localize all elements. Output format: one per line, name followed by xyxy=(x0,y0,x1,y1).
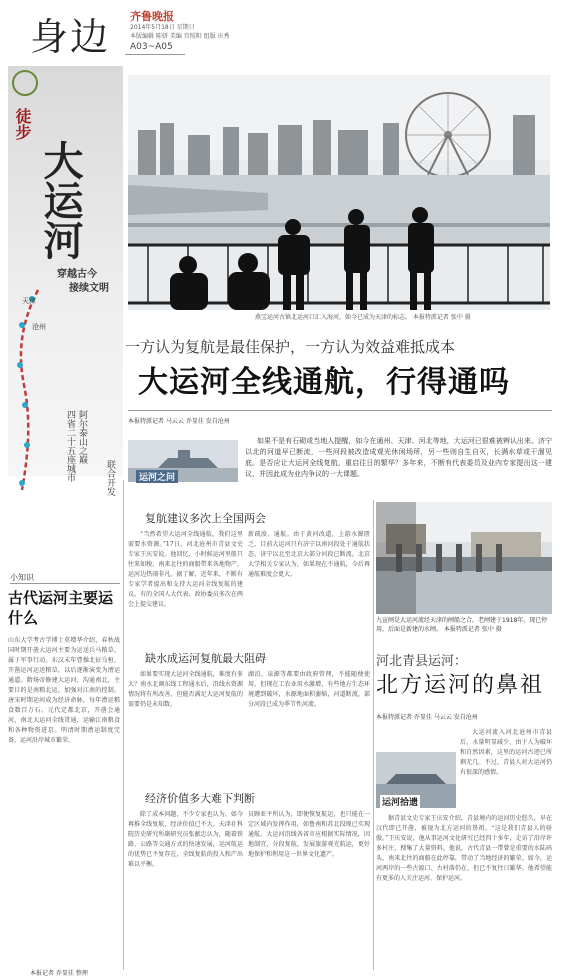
series-logo-icon xyxy=(12,70,38,96)
series-subtitle-line-1: 穿越古今 xyxy=(57,269,97,280)
column-divider xyxy=(123,480,124,970)
article-intro: 如果不是有石砌或当地人提醒，如今在通州、天津、河北等地，大运河已很难被辨认出来。济宁以北的河道早已断流，一些河段被改造成观光休闲场所，另一些则自生自灭，长满水草或干涸见底。是否应让大运河全线复航，重启往日的繁华？多年来，不断有代表委员及业内专家提出这一建议，并因此成为业内争议的一大课题。 xyxy=(245,437,552,478)
section-heading: 复航建议多次上全国两会 xyxy=(145,512,266,525)
route-stop-icon xyxy=(17,362,23,368)
article-deck: 一方认为复航是最佳保护，一方认为效益难抵成本 xyxy=(125,338,456,356)
article-byline: 本报特派记者 马云云 乔显佳 发自沧州 xyxy=(128,418,230,425)
hebei-body: 据青县文史专家王庆安介绍，青县境内的运河历史悠久，早在汉代即已开凿，被视为北方运河的鼻祖。“这是我们青县人的骄傲。”王庆安说，他从事运河文化研究已经四十多年，走访了沿岸许多村庄，搜集了大量资料。他说，古代青县一带曾是重要的水陆码头，南来北往的商船在此停靠，带动了当地经济的繁荣。如今，运河两岸的一些古渡口、古村落仍在，但已不复往日繁华。他希望能有更多的人关注运河、保护运河。 xyxy=(376,815,552,882)
city-label: 沧州 xyxy=(32,323,46,331)
hebei-title: 北方运河的鼻祖 xyxy=(376,673,545,698)
route-stop-icon xyxy=(19,480,25,486)
series-note: 联合开发 xyxy=(105,460,115,496)
header-divider xyxy=(125,54,185,55)
editor-credits: 本版编辑 陈妍 美编 宫照阳 组版 庆秀 xyxy=(130,33,230,40)
route-stop-icon xyxy=(24,442,30,448)
newspaper-brand: 齐鲁晚报 xyxy=(130,10,174,23)
hebei-byline: 本报特派记者 乔显佳 马云云 发自沧州 xyxy=(376,714,478,721)
series-note: 阿尔泰山之巅 xyxy=(77,410,87,464)
section-body: 如果要实现大运河全线通航，难度有多大？南水北调东线工程通水后，沿线水资源情况将有所改善，但能否满足大运河复航的需要仍是未知数。 xyxy=(128,671,243,708)
column-divider xyxy=(373,500,374,970)
hebei-body: 大运河流入河北沧州市青县后，水量明显减少，由于人为破坏和自然因素，这里的运河古迹已所剩无几。不过，青县人对大运河仍有很深的感情。 xyxy=(460,729,552,776)
section-body: 新疏浚、通航。由于黄河改道，上游水源匮乏，目前大运河只有济宁以南河段处于通航状态，济宁以北至北京大部分河段已断流。北京大学相关专家认为，如果现在不通航，今后再通航难度会更大。 xyxy=(248,531,370,578)
section-heading: 缺水成运河复航最大阻碍 xyxy=(145,652,266,665)
route-stop-icon xyxy=(22,402,28,408)
issue-date: 2014年5月18日 星期日 xyxy=(130,24,195,31)
section-body: 员顾亚平所认为，即便恢复航运，也只能在一定区域内发挥作用，如鲁南和苏北段现已实现通航。大运河沿线各省市应根据实际情况，因地制宜，分段复航，发展旅游观光航运，更好地保护和利用这一世界文化遗产。 xyxy=(248,811,370,858)
section-heading: 经济价值多大难下判断 xyxy=(145,792,255,805)
article-headline: 大运河全线通航，行得通吗 xyxy=(138,365,510,400)
headline-rule xyxy=(128,410,552,411)
lock-photo xyxy=(376,502,552,614)
canal-route-map xyxy=(8,285,48,495)
main-photo xyxy=(128,75,550,310)
hebei-deck: 河北青县运河： xyxy=(376,654,468,669)
intro-label: 运河之问 xyxy=(136,470,178,483)
series-subtitle xyxy=(55,268,125,296)
knowledge-title: 古代运河主要运什么 xyxy=(8,589,114,627)
section-title: 身边 xyxy=(30,15,111,59)
hebei-label: 运河拾遗 xyxy=(380,795,420,808)
section-body: “当然希望大运河全线通航，我们这里需要水资源。”17日，河北沧州市青县文史专家王庆安说。他回忆，小时候运河里船只往来如梭，南来北往的商船带来各地物产，运河边热闹非凡。据了解，近年来，不断有专家学者提出和支持大运河全线复航的建议。有的全国人大代表、政协委员多次在两会上提交建议。 xyxy=(128,531,243,608)
knowledge-body: 山东大学考古学博士莫增华介绍，春秋战国时期开凿大运河主要为运送兵马粮草，属于军事行动。东汉末年曹操北征乌桓，开凿运河运送粮草，以后逐渐演变为漕运通道。隋炀帝修建大运河，沟通南北，主要目的是南粮北运，加强对江南的控制。唐宋时期运河成为经济命脉，每年漕运粮食数百万石。元代定都北京，开凿会通河，南北大运河全线贯通，运输江南粮食和各种物资进京。明清时期漕运制度完备，运河沿岸城市繁荣。 xyxy=(8,637,120,744)
section-body: 除了成本问题，不少专家也认为，如今再推全线复航，经济价值已不大。天津社科院历史研究所副研究员张献忠认为，随着铁路、公路等交通方式的快速发展，运河航运的优势已不复存在，全线复航的投入和产出难以平衡。 xyxy=(128,811,243,868)
page-range: A03~A05 xyxy=(130,42,173,52)
series-tag: 徒步 xyxy=(13,108,32,140)
knowledge-reporter: 本报记者 乔显佳 整理 xyxy=(30,970,88,977)
section-body: 湖泊、泉源等都要由政府管理，不能随便使用。但现在工农业用水激增，有些地方生态环境遭到破坏，水源地面积萎缩，河道断流，部分河段已成为季节性河流。 xyxy=(248,671,370,708)
series-title: 大运河 xyxy=(37,140,84,260)
lock-photo-caption: 九宣闸是大运河流经天津的闸船之合。老闸建于1918年，现已停用，后面是新建的水闸。 本报特派记者 张中 摄 xyxy=(376,617,548,633)
knowledge-label: 小知识 xyxy=(10,572,120,584)
city-label: 天津 xyxy=(22,297,36,305)
series-subtitle-line-2: 接续文明 xyxy=(69,283,109,294)
series-note: 四省二十五座城市 xyxy=(65,410,75,482)
main-photo-caption: 燕宝运河古镇北运河口汇入海河，如今已成为天津的标志。 本报特派记者 张中 摄 xyxy=(255,314,471,321)
route-path xyxy=(21,290,38,490)
route-stop-icon xyxy=(19,322,25,328)
